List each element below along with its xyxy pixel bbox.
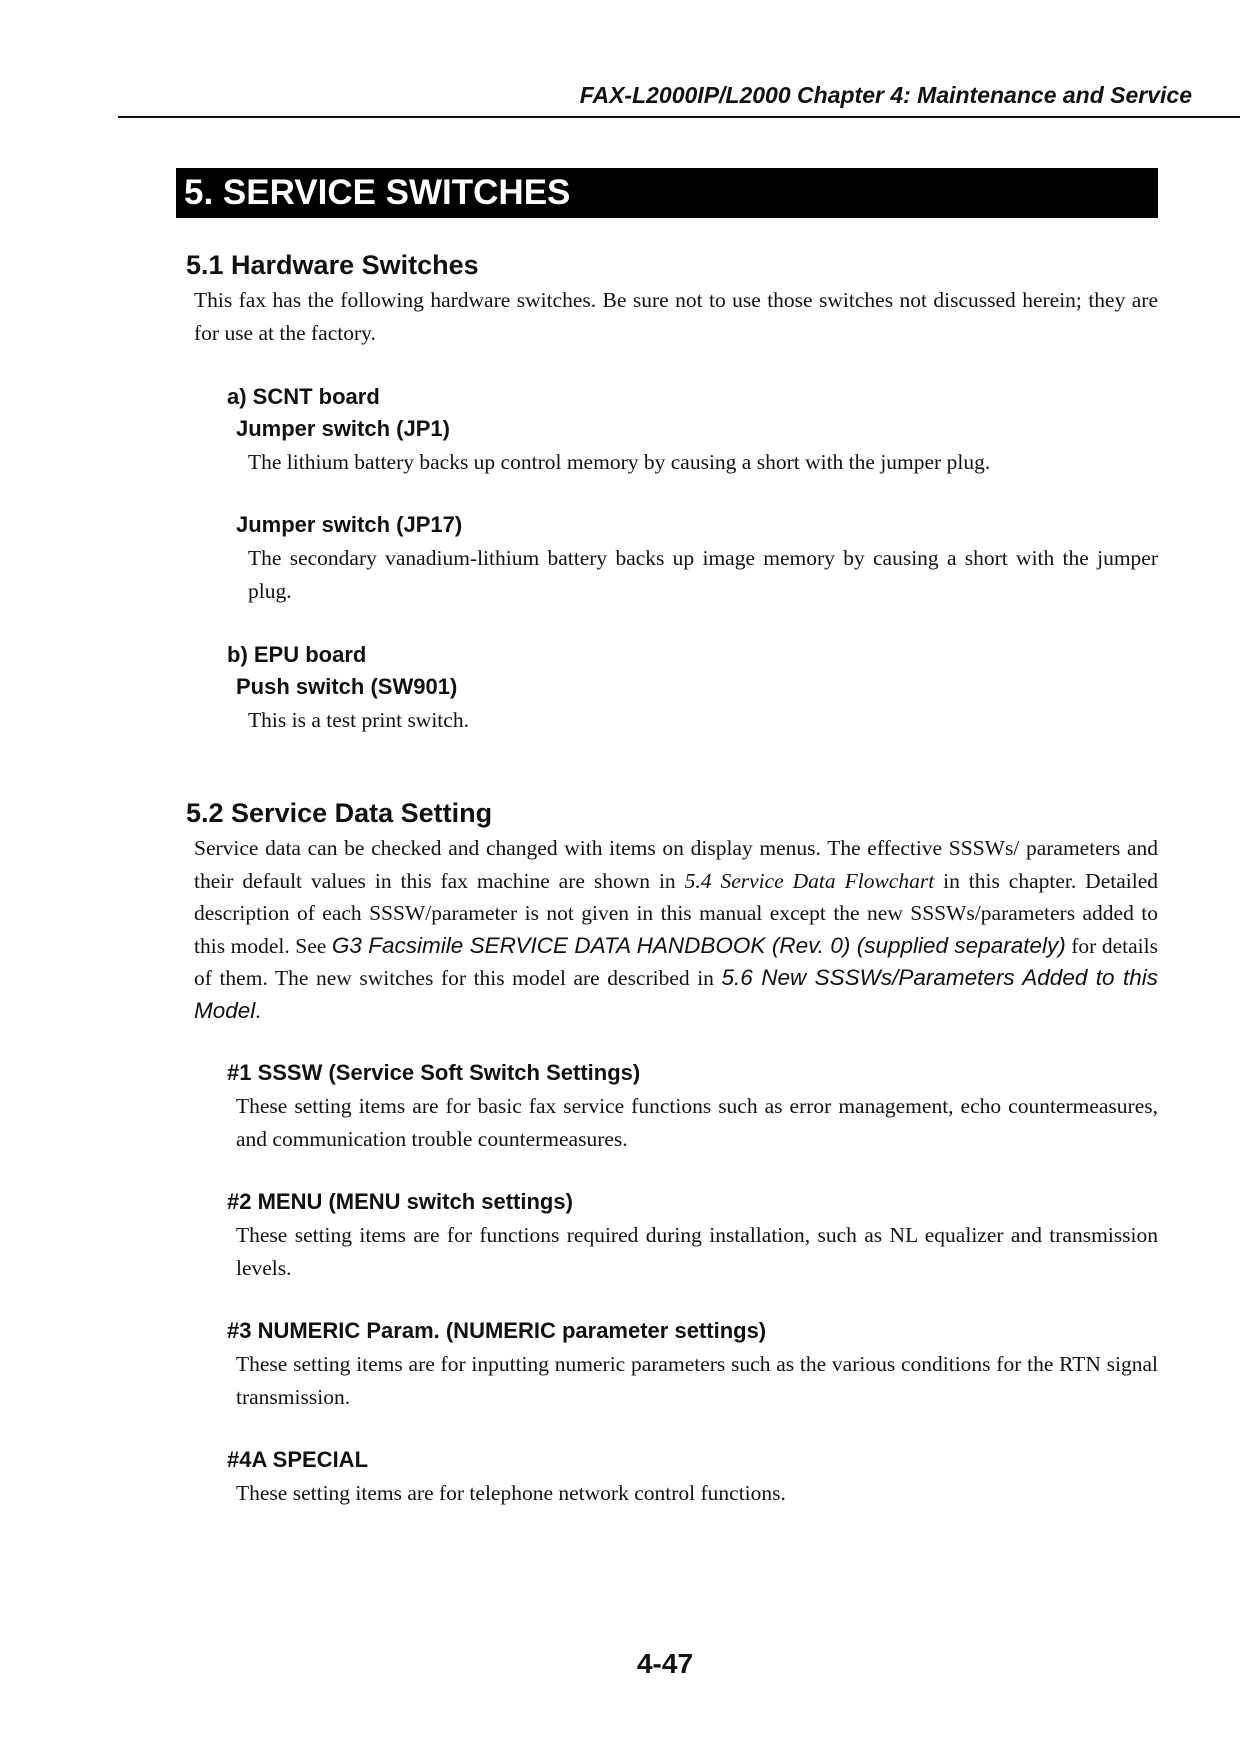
scnt-board-heading: a) SCNT board	[227, 384, 380, 409]
epu-board-heading: b) EPU board	[227, 642, 367, 667]
page-number: 4-47	[636, 1648, 694, 1679]
chapter-title-bar	[176, 168, 1158, 218]
item-text: These setting items are for telephone network control functions.	[236, 1481, 786, 1505]
ref-service-data-flowchart: 5.4 Service Data Flowchart	[684, 868, 935, 893]
item-heading: #2 MENU (MENU switch settings)	[227, 1189, 573, 1214]
section-heading-5-1: 5.1 Hardware Switches	[186, 250, 479, 280]
jp17-text: The secondary vanadium-lithium battery backs up image memory by causing a short with the jumper plug.	[248, 546, 1158, 603]
jp1-text: The lithium battery backs up control memory by causing a short with the jumper plug.	[248, 450, 991, 474]
section-5-2-intro: Service data can be checked and changed with items on display menus. The effective SSSWs/ parameters and their default values in this fax machine are shown in 5.4 Service Data Flowchart in this chapter. Detailed description of each SSSW/parameter is not given in this manual except the new SSSWs/parameters added to this model. See G3 Facsimile SERVICE DATA HANDBOOK (Rev. 0) (supplied separately) for details of them. The new switches for this model are described in 5.6 New SSSWs/Parameters Added to this Model.	[194, 836, 1159, 1023]
ref-service-data-handbook: G3 Facsimile SERVICE DATA HANDBOOK (Rev. 0) (supplied separately)	[331, 932, 1066, 958]
jp17-heading: Jumper switch (JP17)	[236, 512, 463, 537]
jp1-heading: Jumper switch (JP1)	[236, 416, 450, 441]
ref-new-sssws-section: 5.6 New SSSWs/Parameters Added to this Model	[194, 965, 1158, 1023]
section-5-1-intro: This fax has the following hardware switches. Be sure not to use those switches not discussed herein; they are for use at the factory.	[194, 288, 1158, 345]
sw901-heading: Push switch (SW901)	[236, 674, 458, 699]
item-heading: #4A SPECIAL	[227, 1447, 369, 1472]
section-heading-5-2: 5.2 Service Data Setting	[186, 798, 493, 828]
header-title: FAX-L2000IP/L2000 Chapter 4: Maintenance and Service	[579, 82, 1192, 108]
chapter-title: 5. SERVICE SWITCHES	[184, 173, 571, 212]
item-heading: #3 NUMERIC Param. (NUMERIC parameter settings)	[227, 1318, 767, 1343]
item-text: These setting items are for functions required during installation, such as NL equalizer and transmission levels.	[236, 1223, 1158, 1280]
item-heading: #1 SSSW (Service Soft Switch Settings)	[227, 1060, 641, 1085]
item-text: These setting items are for basic fax service functions such as error management, echo countermeasures, and communication trouble countermeasures.	[236, 1094, 1158, 1151]
item-text: These setting items are for inputting numeric parameters such as the various conditions for the RTN signal transmission.	[236, 1352, 1158, 1409]
page-header	[118, 78, 1240, 118]
sw901-text: This is a test print switch.	[248, 708, 469, 732]
